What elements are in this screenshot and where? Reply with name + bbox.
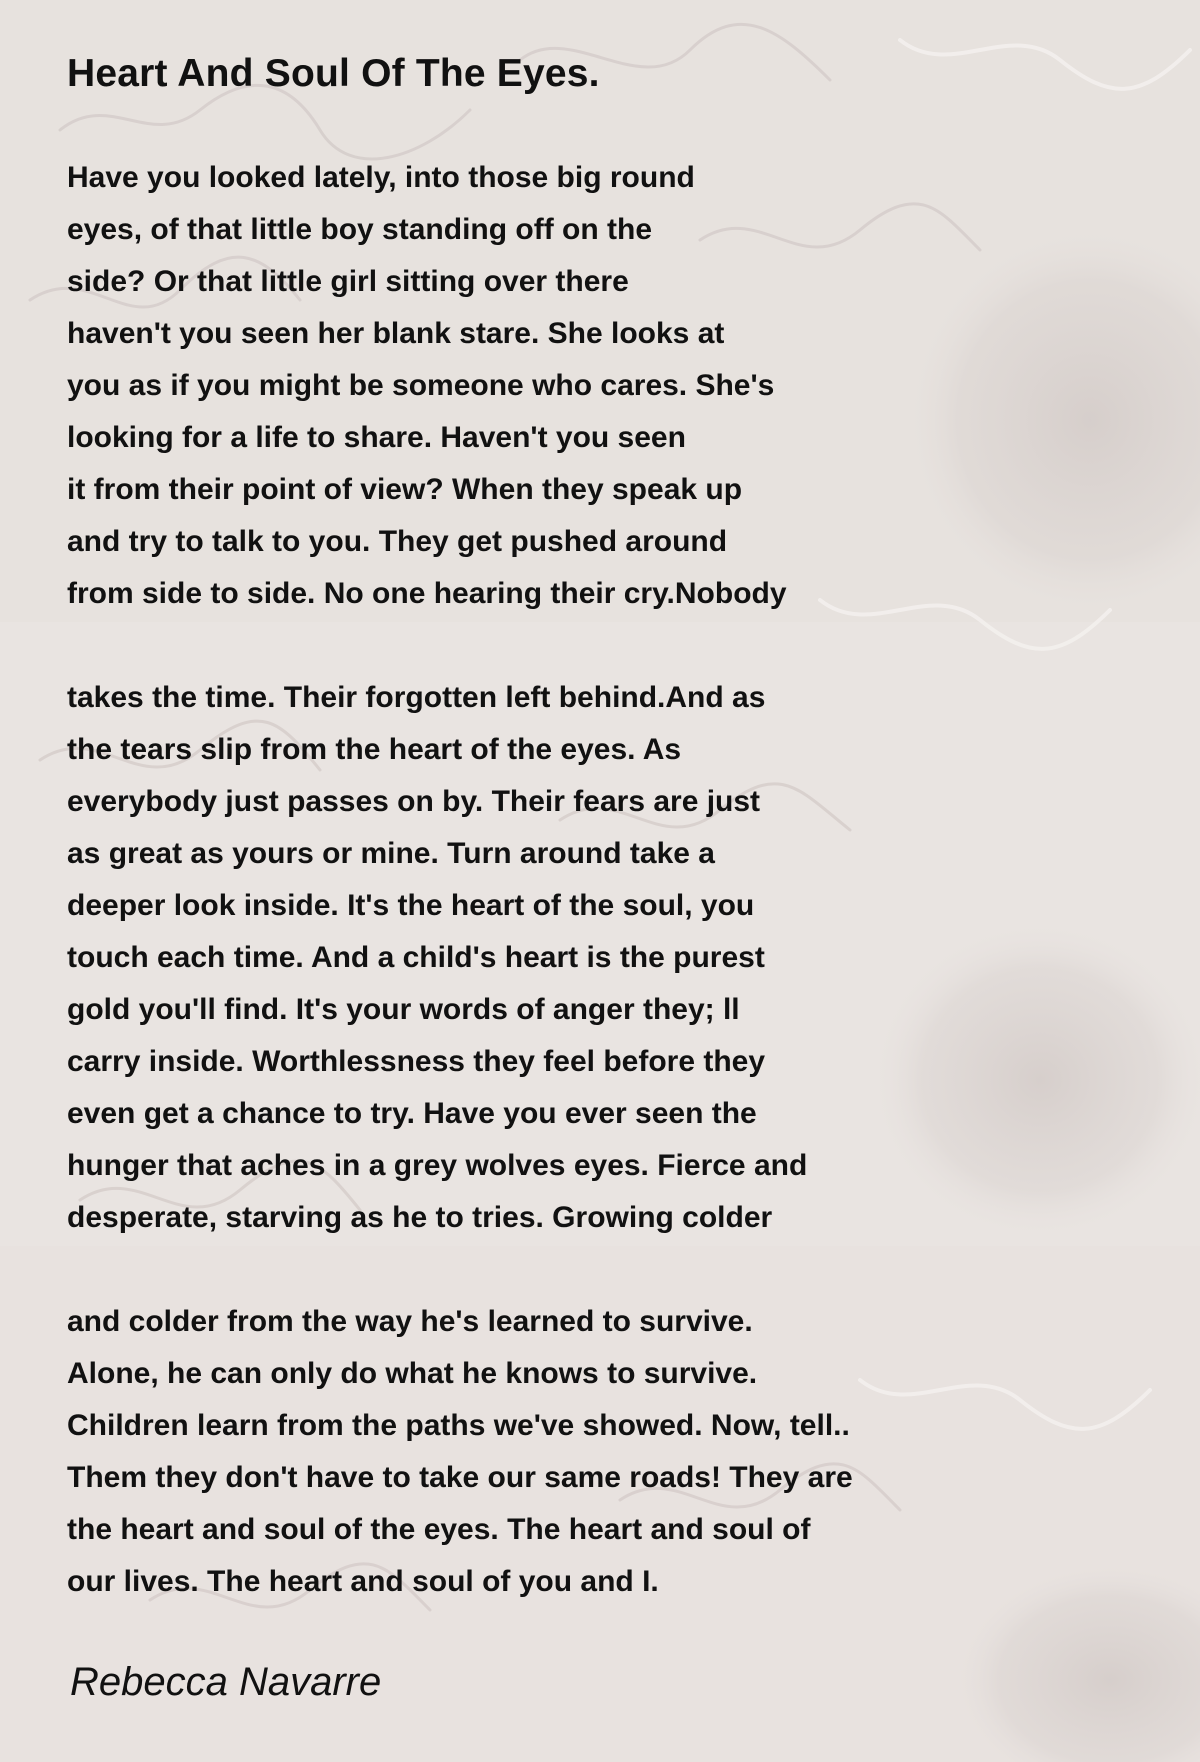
poem-line: touch each time. And a child's heart is the purest: [67, 941, 765, 974]
poem-author: Rebecca Navarre: [70, 1660, 382, 1704]
poem-line: Children learn from the paths we've showed. Now, tell..: [67, 1409, 850, 1442]
poem-line: as great as yours or mine. Turn around take a: [67, 837, 715, 870]
poem-line: the heart and soul of the eyes. The heart and soul of: [67, 1513, 811, 1546]
poem-line: and try to talk to you. They get pushed around: [67, 525, 728, 558]
poem-line: you as if you might be someone who cares. She's: [67, 369, 775, 402]
poem-title: Heart And Soul Of The Eyes.: [67, 52, 600, 95]
poem-line: carry inside. Worthlessness they feel before they: [67, 1045, 766, 1078]
poem-line: everybody just passes on by. Their fears are just: [67, 785, 761, 818]
poem-line: Have you looked lately, into those big round: [67, 161, 695, 194]
stanza-2: [67, 672, 807, 1244]
stanza-1: [67, 152, 787, 620]
poem-line: Them they don't have to take our same roads! They are: [67, 1461, 853, 1494]
poem-line: deeper look inside. It's the heart of the soul, you: [67, 889, 755, 922]
poem-line: gold you'll find. It's your words of anger they; ll: [67, 993, 740, 1026]
poem-line: Alone, he can only do what he knows to survive.: [67, 1357, 758, 1390]
poem-line: and colder from the way he's learned to survive.: [67, 1305, 753, 1338]
poem-line: the tears slip from the heart of the eyes. As: [67, 733, 682, 766]
poem-line: even get a chance to try. Have you ever seen the: [67, 1097, 757, 1130]
poem-line: side? Or that little girl sitting over there: [67, 265, 629, 298]
poem-line: our lives. The heart and soul of you and I.: [67, 1565, 659, 1598]
stanza-3: [67, 1296, 853, 1608]
poem-line: desperate, starving as he to tries. Growing colder: [67, 1201, 773, 1234]
poem-line: hunger that aches in a grey wolves eyes. Fierce and: [67, 1149, 808, 1182]
poem-line: takes the time. Their forgotten left behind.And as: [67, 681, 766, 714]
poem-line: it from their point of view? When they speak up: [67, 473, 743, 506]
poem-line: from side to side. No one hearing their cry.Nobody: [67, 577, 787, 610]
poem-line: eyes, of that little boy standing off on the: [67, 213, 653, 246]
poem-line: looking for a life to share. Haven't you seen: [67, 421, 686, 454]
poem-line: haven't you seen her blank stare. She looks at: [67, 317, 725, 350]
